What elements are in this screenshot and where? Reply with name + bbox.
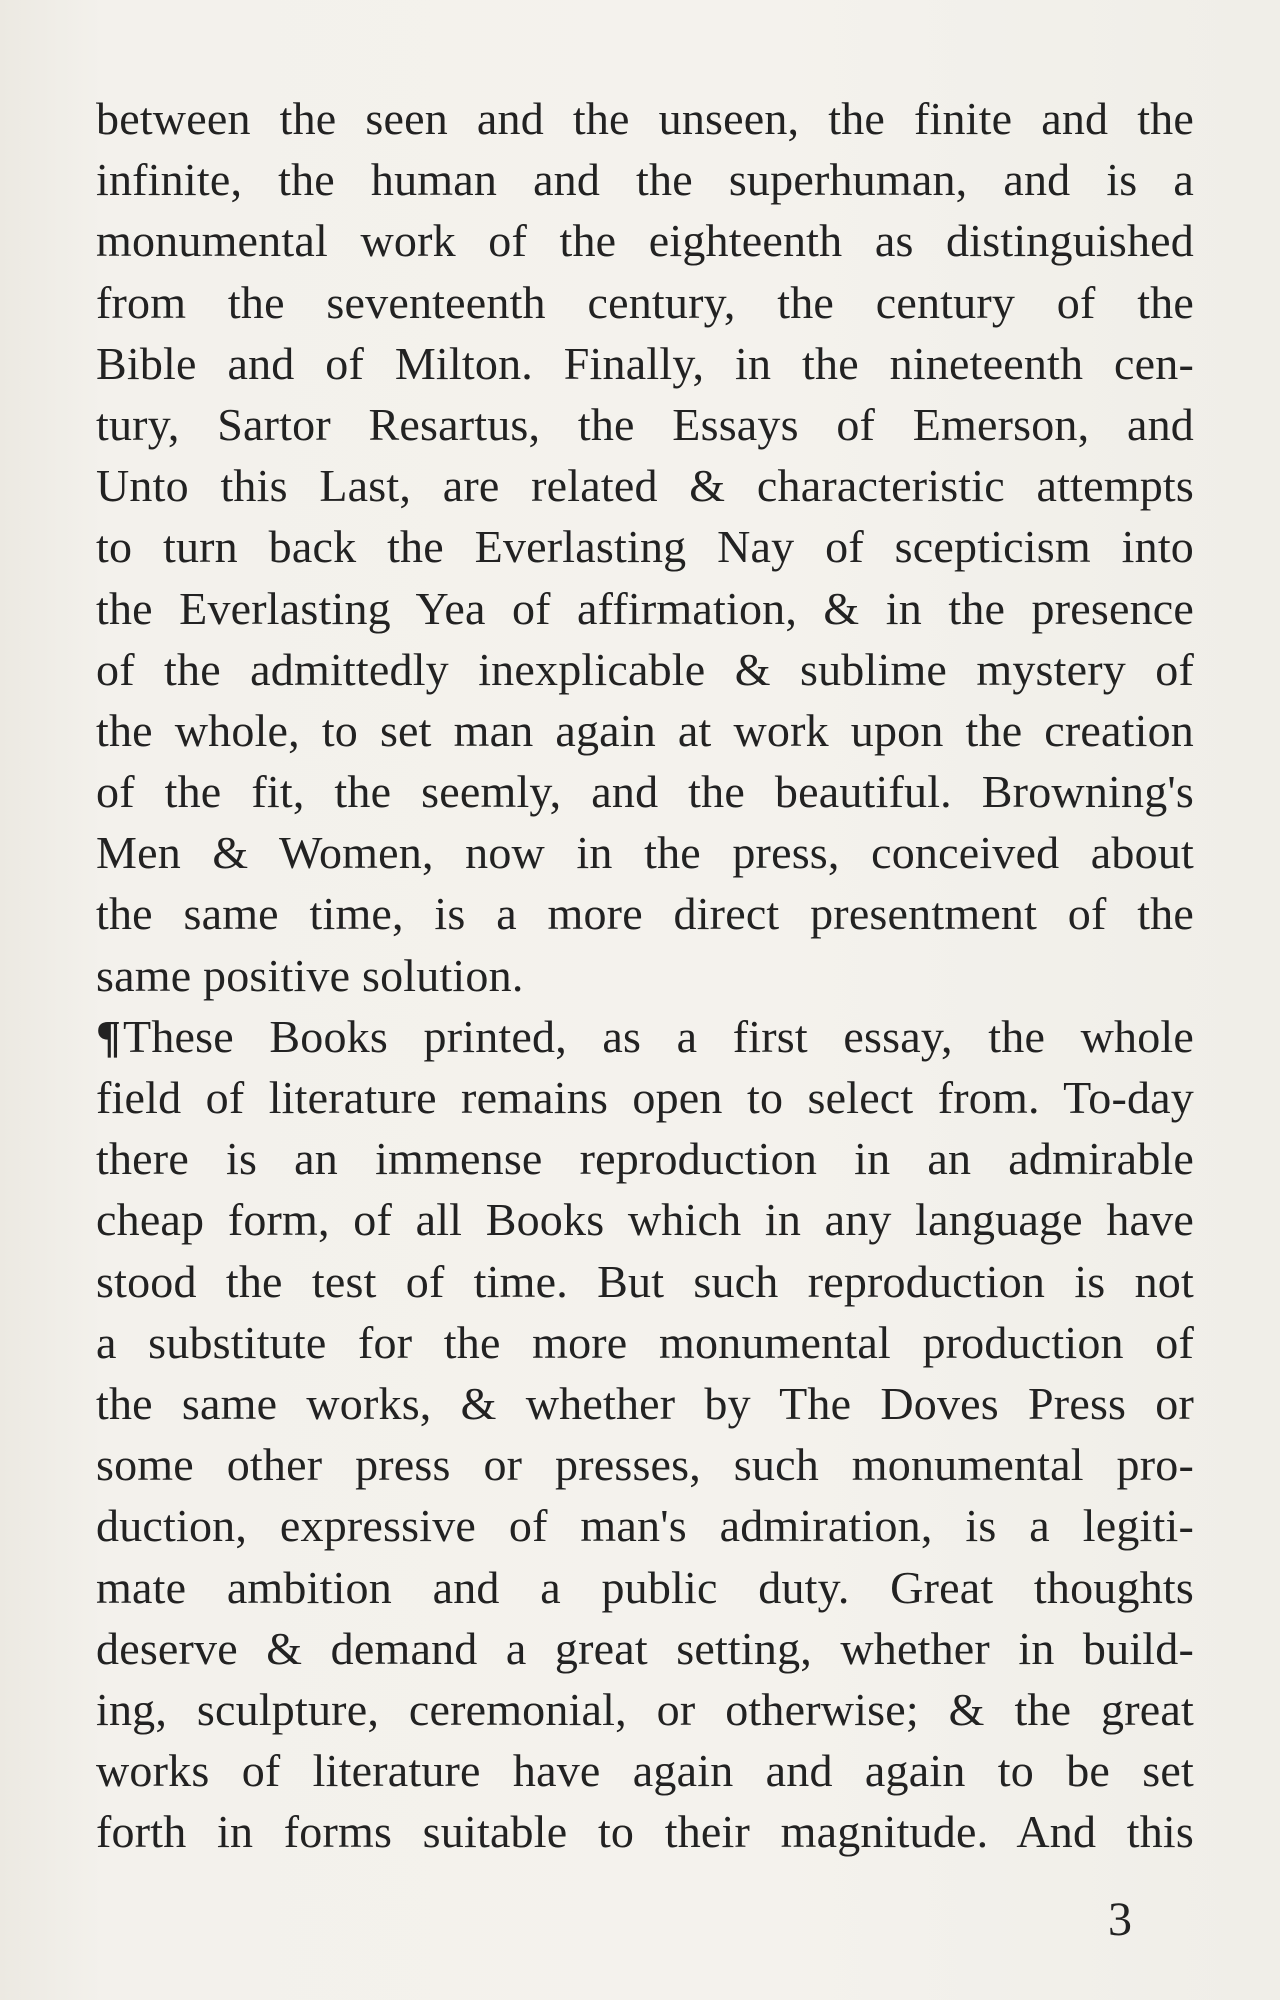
- text-line: there is an immense reproduction in an admirable: [96, 1133, 1194, 1185]
- text-line: ing, sculpture, ceremonial, or otherwise; & the great: [96, 1683, 1194, 1735]
- text-line: works of literature have again and again to be set: [96, 1745, 1194, 1797]
- text-line: of the fit, the seemly, and the beautiful. Browning's: [96, 766, 1194, 818]
- text-line: stood the test of time. But such reproduction is not: [96, 1255, 1194, 1307]
- paragraph-first-text: These Books printed, as a first essay, the whole: [123, 1010, 1194, 1062]
- text-line: between the seen and the unseen, the finite and the: [96, 93, 1194, 144]
- text-line: of the admittedly inexplicable & sublime mystery of: [96, 643, 1194, 695]
- text-line: from the seventeenth century, the century of the: [96, 276, 1194, 328]
- paragraph-start-line: [96, 1006, 1194, 1067]
- text-line: the same works, & whether by The Doves Press or: [96, 1377, 1194, 1429]
- text-line: cheap form, of all Books which in any language have: [96, 1194, 1194, 1246]
- text-line: monumental work of the eighteenth as distinguished: [96, 215, 1194, 267]
- paragraph-mark-icon: ¶: [96, 1010, 122, 1062]
- text-line: field of literature remains open to select from. To-day: [96, 1072, 1194, 1123]
- text-line: Bible and of Milton. Finally, in the nineteenth cen-: [96, 337, 1194, 389]
- text-line: the same time, is a more direct presentment of the: [96, 888, 1194, 940]
- body-text: [96, 88, 1194, 1862]
- text-line: infinite, the human and the superhuman, and is a: [96, 154, 1194, 206]
- text-line: a substitute for the more monumental production of: [96, 1316, 1194, 1368]
- text-line: duction, expressive of man's admiration, is a legiti-: [96, 1500, 1194, 1552]
- text-line: deserve & demand a great setting, whether in build-: [96, 1622, 1194, 1674]
- text-line: mate ambition and a public duty. Great thoughts: [96, 1561, 1194, 1613]
- text-line: forth in forms suitable to their magnitude. And this: [96, 1806, 1194, 1858]
- text-line: same positive solution.: [96, 949, 524, 1001]
- text-line: tury, Sartor Resartus, the Essays of Emerson, and: [96, 398, 1194, 450]
- text-line: the whole, to set man again at work upon the creation: [96, 704, 1194, 756]
- text-line: Unto this Last, are related & characteristic attempts: [96, 460, 1194, 512]
- text-line: the Everlasting Yea of affirmation, & in the presence: [96, 582, 1194, 634]
- text-line: Men & Women, now in the press, conceived about: [96, 827, 1194, 879]
- text-line: to turn back the Everlasting Nay of scepticism into: [96, 521, 1194, 573]
- text-line: some other press or presses, such monumental pro-: [96, 1439, 1194, 1491]
- page-number: 3: [1108, 1893, 1132, 1946]
